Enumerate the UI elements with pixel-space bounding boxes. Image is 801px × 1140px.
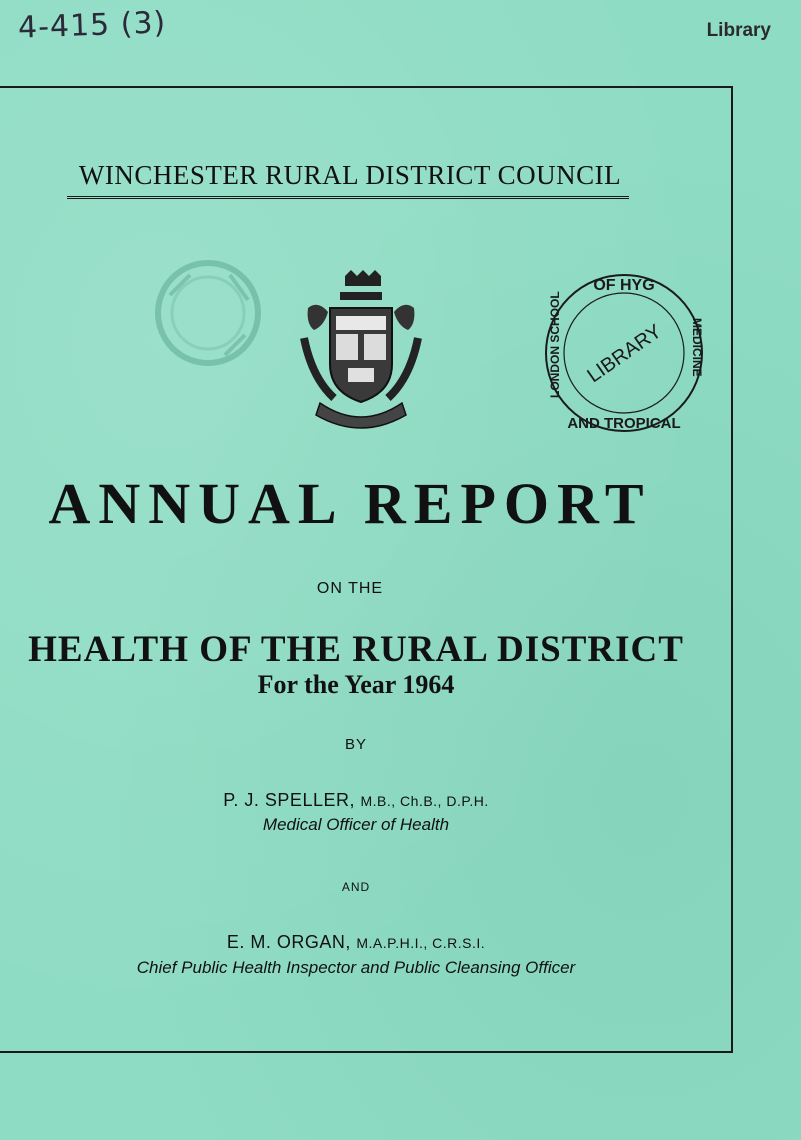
seal-bottom-text: AND TROPICAL [567,415,681,432]
author-1-name: P. J. SPELLER, [223,790,355,810]
author-2 [0,932,712,953]
author-2-qualifications: M.A.P.H.I., C.R.S.I. [356,935,486,951]
on-the-label: ON THE [316,580,384,597]
school-of-hygiene-seal-icon [535,268,713,438]
council-name: WINCHESTER RURAL DISTRICT COUNCIL [78,160,622,190]
faded-seal-icon [150,255,270,375]
author-1-qualifications: M.B., Ch.B., D.P.H. [360,793,489,809]
and-label: AND [341,880,371,894]
title-divider [67,196,629,202]
library-stamp: Library [706,20,771,41]
seal-left-text: LONDON SCHOOL [548,291,562,398]
author-2-name: E. M. ORGAN, [226,932,351,952]
coat-of-arms-icon [300,268,422,433]
seal-top-text: OF HYG [593,277,655,294]
report-subject: HEALTH OF THE RURAL DISTRICT [28,629,684,670]
handwritten-reference: 4-415 (3) [17,5,167,46]
report-title: ANNUAL REPORT [48,471,652,536]
cover-frame [0,86,733,1053]
author-2-role: Chief Public Health Inspector and Public Cleansing Officer [136,958,576,977]
report-year: For the Year 1964 [257,670,455,699]
seal-right-text: MEDICINE [690,318,704,377]
seal-center-text: LIBRARY [583,320,666,388]
author-1-role: Medical Officer of Health [262,815,450,834]
author-1 [0,790,712,811]
by-label: BY [344,736,367,753]
